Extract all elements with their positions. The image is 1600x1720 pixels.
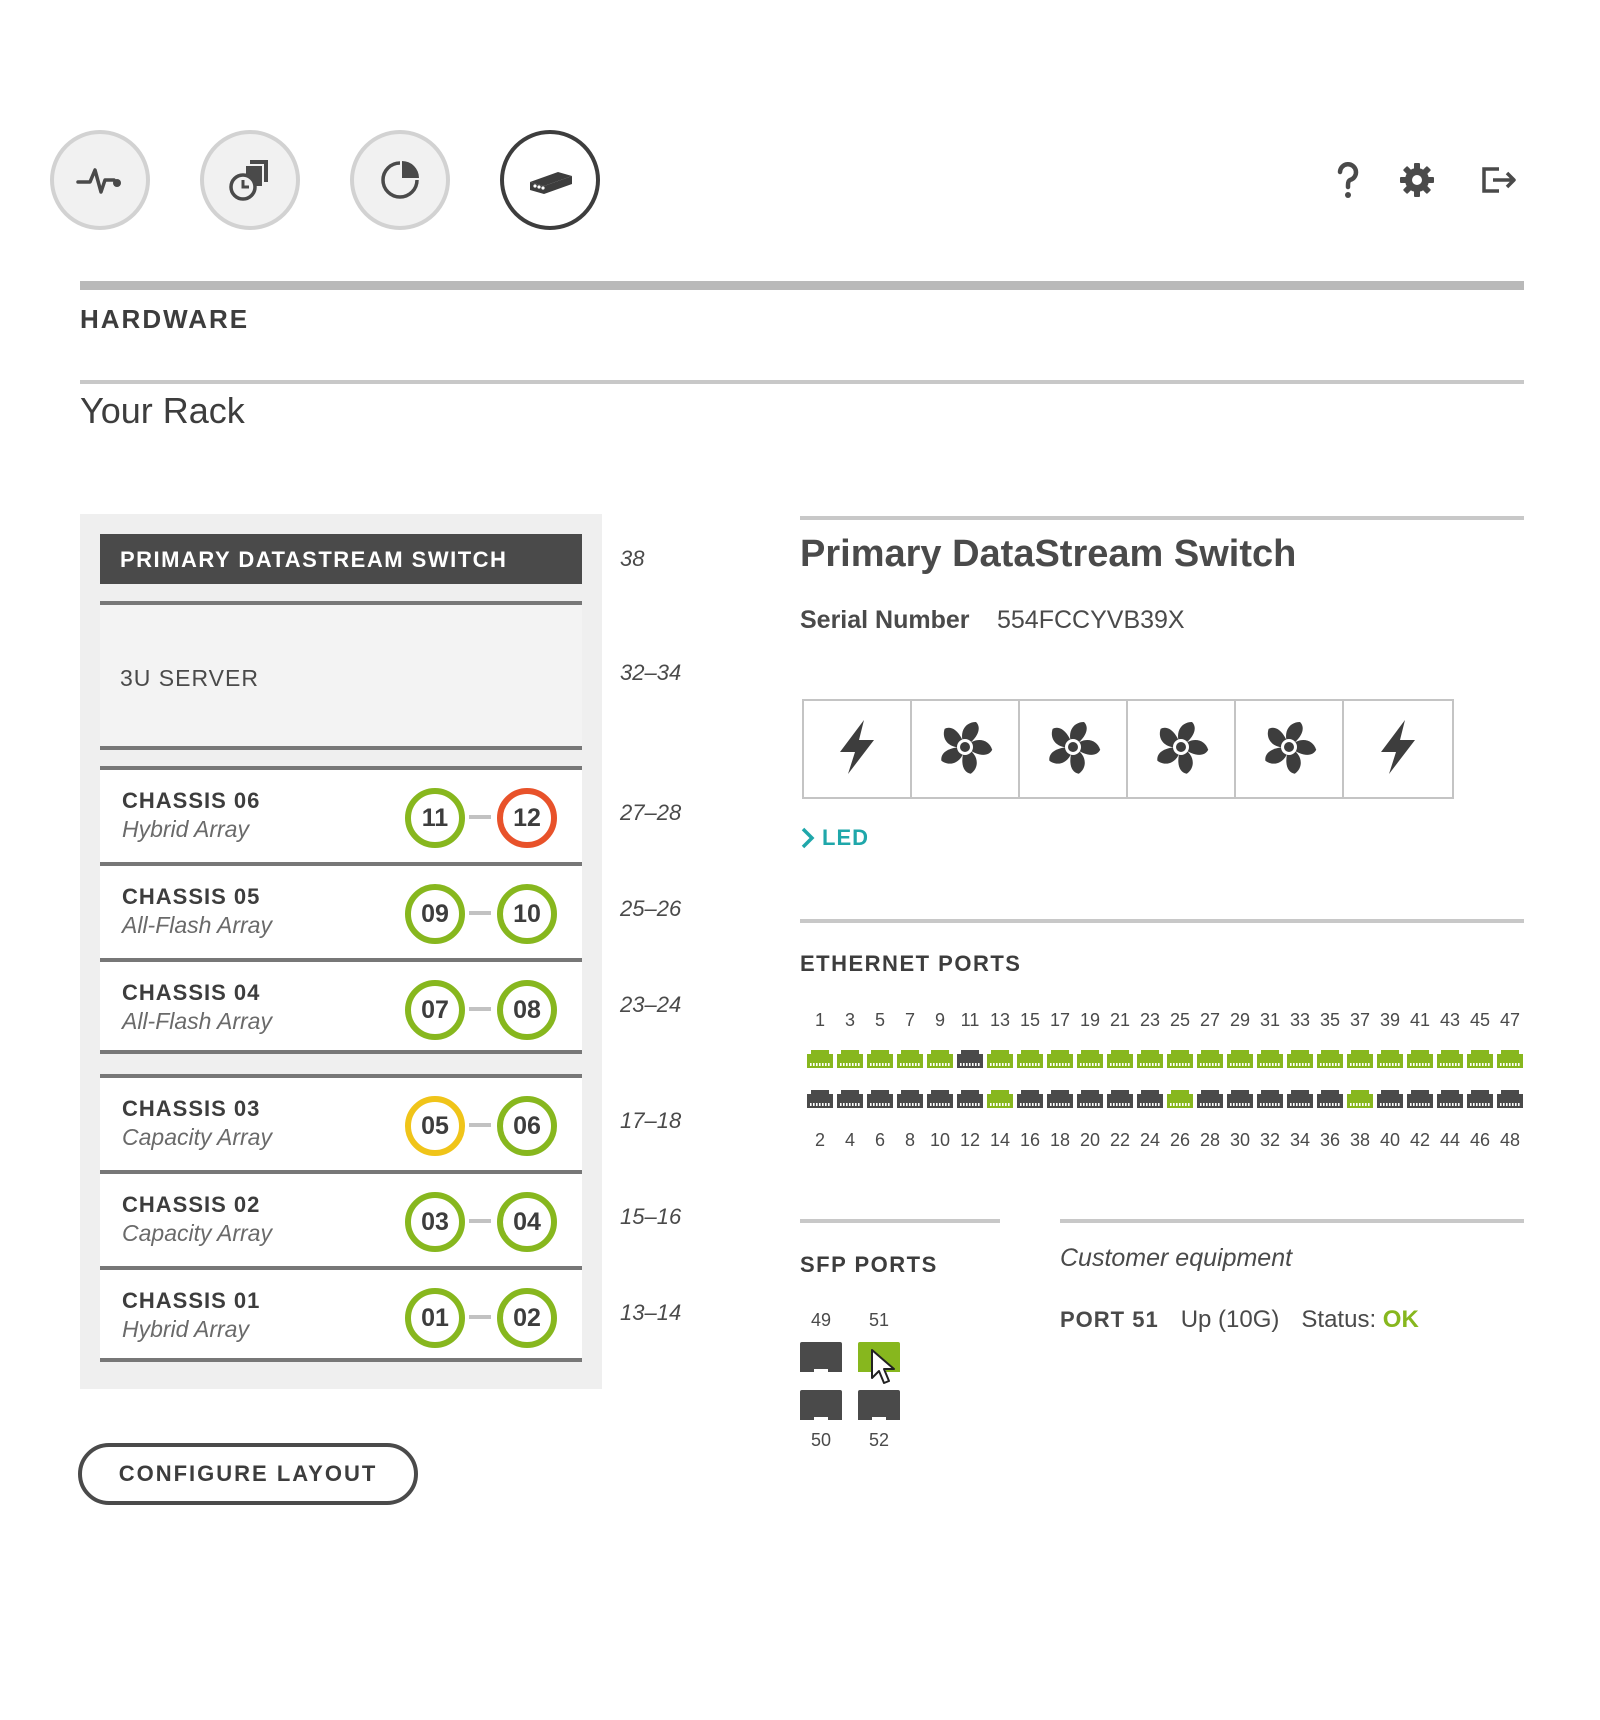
chassis-name: CHASSIS 06	[122, 788, 261, 813]
ethernet-port[interactable]	[867, 1048, 893, 1068]
rack-units-label: 25–26	[620, 896, 682, 921]
controller-badge[interactable]: 06	[497, 1096, 557, 1156]
nav-capacity[interactable]	[350, 130, 450, 230]
customer-divider	[1060, 1219, 1524, 1223]
ethernet-port[interactable]	[1197, 1088, 1223, 1108]
sfp-port[interactable]	[858, 1342, 900, 1374]
port-number: 44	[1439, 1130, 1461, 1150]
port-number: 17	[1049, 1010, 1071, 1030]
rack-units-label: 13–14	[620, 1300, 682, 1325]
controller-badge[interactable]: 10	[497, 884, 557, 944]
configure-layout-button[interactable]: CONFIGURE LAYOUT	[78, 1443, 418, 1505]
ethernet-port[interactable]	[1047, 1088, 1073, 1108]
port-number: 22	[1109, 1130, 1131, 1150]
port-number: 38	[1349, 1130, 1371, 1150]
controller-badge[interactable]: 03	[405, 1192, 465, 1252]
port-number: 35	[1319, 1010, 1341, 1030]
chassis-row[interactable]	[100, 958, 582, 1054]
port-number: 19	[1079, 1010, 1101, 1030]
help-icon[interactable]	[1324, 156, 1372, 204]
status-label: Status:	[1301, 1306, 1377, 1333]
activity-icon	[74, 154, 126, 206]
ethernet-port[interactable]	[1377, 1088, 1403, 1108]
chassis-name: CHASSIS 04	[122, 980, 261, 1005]
rack-units-label: 17–18	[620, 1108, 682, 1133]
section-title: HARDWARE	[80, 304, 250, 334]
hardware-icon	[524, 154, 576, 206]
ethernet-port[interactable]	[1077, 1088, 1103, 1108]
port-number: 21	[1109, 1010, 1131, 1030]
ethernet-port[interactable]	[987, 1048, 1013, 1068]
port-number: 32	[1259, 1130, 1281, 1150]
status-value: OK	[1382, 1306, 1419, 1333]
fan-module[interactable]	[912, 701, 1020, 797]
component-status-strip	[802, 699, 1454, 799]
ethernet-port[interactable]	[1137, 1048, 1163, 1068]
port-status	[1301, 1306, 1418, 1334]
port-number: 7	[904, 1010, 915, 1030]
ethernet-port[interactable]	[1407, 1088, 1433, 1108]
ethernet-port[interactable]	[1077, 1048, 1103, 1068]
port-number: 47	[1499, 1010, 1521, 1030]
led-toggle[interactable]	[800, 825, 869, 851]
port-number: 12	[959, 1130, 981, 1150]
ethernet-port[interactable]	[1377, 1048, 1403, 1068]
ethernet-port[interactable]	[1287, 1088, 1313, 1108]
ethernet-port[interactable]	[1287, 1048, 1313, 1068]
port-number: 18	[1049, 1130, 1071, 1150]
port-number: 34	[1289, 1130, 1311, 1150]
controller-badge[interactable]: 12	[497, 788, 557, 848]
ethernet-port[interactable]	[1227, 1088, 1253, 1108]
nav-activity[interactable]	[50, 130, 150, 230]
port-info	[1060, 1306, 1419, 1334]
rack-switch[interactable]: PRIMARY DATASTREAM SWITCH	[100, 534, 582, 584]
port-number: 24	[1139, 1130, 1161, 1150]
fan-module[interactable]	[1236, 701, 1344, 797]
port-number: 39	[1379, 1010, 1401, 1030]
port-number: 30	[1229, 1130, 1251, 1150]
ethernet-port[interactable]	[837, 1088, 863, 1108]
port-number: 16	[1019, 1130, 1041, 1150]
detail-title: Primary DataStream Switch	[800, 533, 1297, 575]
sfp-port-number: 50	[810, 1430, 832, 1450]
port-number: 42	[1409, 1130, 1431, 1150]
ethernet-port[interactable]	[987, 1088, 1013, 1108]
port-number: 5	[874, 1010, 885, 1030]
badge-connector	[469, 1315, 491, 1319]
ethernet-port[interactable]	[1407, 1048, 1433, 1068]
port-number: 4	[844, 1130, 855, 1150]
ethernet-port[interactable]	[867, 1088, 893, 1108]
port-number: 37	[1349, 1010, 1371, 1030]
ethernet-port[interactable]	[807, 1088, 833, 1108]
page-title: Your Rack	[80, 390, 245, 431]
ethernet-port[interactable]	[1167, 1088, 1193, 1108]
ethernet-port[interactable]	[897, 1048, 923, 1068]
ethernet-port[interactable]	[1167, 1048, 1193, 1068]
ethernet-port[interactable]	[1107, 1048, 1133, 1068]
controller-badge[interactable]: 09	[405, 884, 465, 944]
sfp-divider	[800, 1219, 1000, 1223]
port-number: 1	[814, 1010, 825, 1030]
ethernet-port[interactable]	[1227, 1048, 1253, 1068]
ethernet-port[interactable]	[1017, 1048, 1043, 1068]
customer-equipment-label: Customer equipment	[1060, 1244, 1293, 1272]
nav-history[interactable]	[200, 130, 300, 230]
badge-connector	[469, 1123, 491, 1127]
ethernet-port[interactable]	[1317, 1048, 1343, 1068]
port-number: 3	[844, 1010, 855, 1030]
badge-connector	[469, 1007, 491, 1011]
serial-value: 554FCCYVB39X	[997, 606, 1185, 634]
chassis-row[interactable]	[100, 1266, 582, 1362]
port-number: 29	[1229, 1010, 1251, 1030]
ethernet-port[interactable]	[1257, 1048, 1283, 1068]
power-icon	[826, 716, 888, 783]
ethernet-divider	[800, 919, 1524, 923]
ethernet-port[interactable]	[1107, 1088, 1133, 1108]
history-icon	[224, 154, 276, 206]
port-number: 27	[1199, 1010, 1221, 1030]
ethernet-port[interactable]	[837, 1048, 863, 1068]
rack-units-label: 15–16	[620, 1204, 682, 1229]
ethernet-port[interactable]	[1497, 1088, 1523, 1108]
chassis-row[interactable]	[100, 1074, 582, 1170]
chassis-type: Hybrid Array	[122, 1316, 249, 1342]
chassis-name: CHASSIS 02	[122, 1192, 261, 1217]
badge-connector	[469, 815, 491, 819]
ethernet-port[interactable]	[1467, 1088, 1493, 1108]
port-number: 6	[874, 1130, 885, 1150]
power-icon	[1367, 716, 1429, 783]
chassis-name: CHASSIS 05	[122, 884, 261, 909]
chassis-name: CHASSIS 03	[122, 1096, 261, 1121]
port-number: 20	[1079, 1130, 1101, 1150]
port-label: PORT 51	[1060, 1307, 1159, 1332]
port-number: 8	[904, 1130, 915, 1150]
port-number: 40	[1379, 1130, 1401, 1150]
detail-divider	[800, 516, 1524, 520]
chassis-type: All-Flash Array	[122, 912, 272, 938]
port-number: 9	[934, 1010, 945, 1030]
rack-units-label: 27–28	[620, 800, 682, 825]
sfp-port-number: 52	[868, 1430, 890, 1450]
ethernet-port[interactable]	[957, 1048, 983, 1068]
sfp-port[interactable]	[800, 1390, 842, 1422]
port-number: 48	[1499, 1130, 1521, 1150]
fan-icon	[934, 716, 996, 783]
section-divider	[80, 380, 1524, 384]
fan-icon	[1042, 716, 1104, 783]
port-number: 11	[960, 1010, 980, 1030]
sfp-port-number: 49	[810, 1310, 832, 1330]
badge-connector	[469, 911, 491, 915]
controller-badge[interactable]: 01	[405, 1288, 465, 1348]
ethernet-port[interactable]	[927, 1048, 953, 1068]
chassis-type: Capacity Array	[122, 1220, 272, 1246]
port-number: 25	[1169, 1010, 1191, 1030]
port-number: 15	[1019, 1010, 1041, 1030]
controller-badge[interactable]: 11	[405, 788, 465, 848]
ethernet-port[interactable]	[1317, 1088, 1343, 1108]
controller-badge[interactable]: 02	[497, 1288, 557, 1348]
port-number: 41	[1409, 1010, 1431, 1030]
header-divider	[80, 281, 1524, 290]
rack-server[interactable]: 3U SERVER	[100, 601, 582, 750]
power-module[interactable]	[804, 701, 912, 797]
ethernet-port[interactable]	[1137, 1088, 1163, 1108]
ethernet-port[interactable]	[807, 1048, 833, 1068]
chassis-type: All-Flash Array	[122, 1008, 272, 1034]
fan-module[interactable]	[1128, 701, 1236, 797]
chassis-row[interactable]	[100, 766, 582, 862]
chassis-type: Hybrid Array	[122, 816, 249, 842]
rack-units-label: 32–34	[620, 660, 682, 685]
port-number: 28	[1199, 1130, 1221, 1150]
fan-icon	[1150, 716, 1212, 783]
power-module[interactable]	[1344, 701, 1452, 797]
port-number: 23	[1139, 1010, 1161, 1030]
port-number: 26	[1169, 1130, 1191, 1150]
led-label: LED	[822, 825, 869, 850]
controller-badge[interactable]: 05	[405, 1096, 465, 1156]
sfp-port[interactable]	[858, 1390, 900, 1422]
port-number: 14	[989, 1130, 1011, 1150]
port-number: 31	[1259, 1010, 1281, 1030]
ethernet-port[interactable]	[1437, 1088, 1463, 1108]
ethernet-port[interactable]	[1047, 1048, 1073, 1068]
port-state: Up (10G)	[1180, 1306, 1280, 1333]
port-number: 43	[1439, 1010, 1461, 1030]
chassis-type: Capacity Array	[122, 1124, 272, 1150]
rack-units-label: 38	[620, 546, 645, 571]
ethernet-port[interactable]	[1497, 1048, 1523, 1068]
ethernet-port[interactable]	[1347, 1088, 1373, 1108]
port-number: 2	[814, 1130, 825, 1150]
sfp-port[interactable]	[800, 1342, 842, 1374]
controller-badge[interactable]: 08	[497, 980, 557, 1040]
fan-icon	[1258, 716, 1320, 783]
controller-badge[interactable]: 07	[405, 980, 465, 1040]
port-number: 36	[1319, 1130, 1341, 1150]
chevron-right-icon	[800, 827, 816, 849]
ethernet-port[interactable]	[1467, 1048, 1493, 1068]
capacity-icon	[374, 154, 426, 206]
port-number: 45	[1469, 1010, 1491, 1030]
logout-icon[interactable]	[1475, 156, 1523, 204]
ethernet-port[interactable]	[897, 1088, 923, 1108]
ethernet-port[interactable]	[1257, 1088, 1283, 1108]
gear-icon[interactable]	[1393, 156, 1441, 204]
sfp-port-number: 51	[868, 1310, 890, 1330]
controller-badge[interactable]: 04	[497, 1192, 557, 1252]
chassis-row[interactable]	[100, 1170, 582, 1266]
fan-module[interactable]	[1020, 701, 1128, 797]
port-number: 10	[929, 1130, 951, 1150]
badge-connector	[469, 1219, 491, 1223]
rack-units-label: 23–24	[620, 992, 682, 1017]
ethernet-port[interactable]	[957, 1088, 983, 1108]
ethernet-title: ETHERNET PORTS	[800, 951, 1022, 976]
port-number: 33	[1289, 1010, 1311, 1030]
nav-hardware[interactable]	[500, 130, 600, 230]
ethernet-port[interactable]	[927, 1088, 953, 1108]
port-number: 13	[989, 1010, 1011, 1030]
port-number: 46	[1469, 1130, 1491, 1150]
ethernet-port[interactable]	[1437, 1048, 1463, 1068]
ethernet-port[interactable]	[1197, 1048, 1223, 1068]
ethernet-port[interactable]	[1347, 1048, 1373, 1068]
chassis-name: CHASSIS 01	[122, 1288, 261, 1313]
chassis-row[interactable]	[100, 862, 582, 958]
ethernet-port[interactable]	[1017, 1088, 1043, 1108]
sfp-title: SFP PORTS	[800, 1252, 938, 1277]
serial-label: Serial Number	[800, 606, 970, 634]
